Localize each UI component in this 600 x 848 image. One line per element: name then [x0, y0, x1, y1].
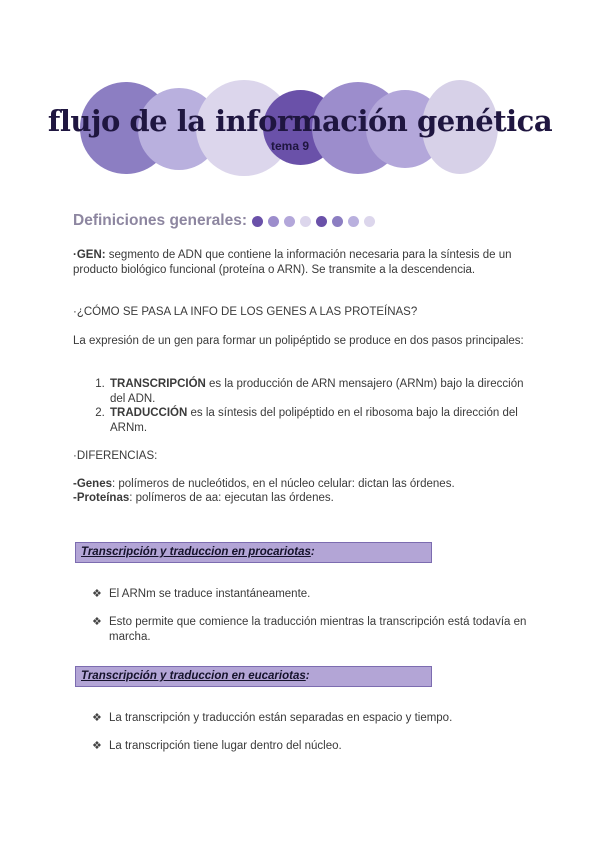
step-term: TRADUCCIÓN — [110, 407, 188, 419]
decorative-dot-icon — [284, 216, 295, 227]
list-item — [108, 406, 533, 435]
genes-line — [73, 477, 533, 492]
bullet-text: La transcripción tiene lugar dentro del núcleo. — [109, 740, 342, 752]
definitions-heading — [73, 212, 375, 230]
list-item — [92, 615, 532, 644]
decorative-dot-icon — [332, 216, 343, 227]
list-item — [92, 711, 532, 726]
question-heading: ·¿CÓMO SE PASA LA INFO DE LOS GENES A LAS PROTEÍNAS? — [73, 306, 418, 318]
prokaryotes-heading-label: Transcripción y traduccion en procariotas — [81, 546, 311, 558]
page-subtitle: tema 9 — [271, 139, 310, 153]
steps-list — [73, 377, 533, 435]
decorative-dot-icon — [316, 216, 327, 227]
list-item — [92, 739, 532, 754]
differences-heading: ·DIFERENCIAS: — [73, 450, 158, 462]
step-text: es la producción de ARN mensajero (ARNm) bajo la dirección del ADN. — [110, 378, 524, 405]
heading-suffix: : — [310, 546, 315, 558]
genes-label: -Genes — [73, 478, 112, 490]
page-title: flujo de la información genética — [47, 104, 553, 138]
expression-text: La expresión de un gen para formar un polipéptido se produce en dos pasos principales: — [73, 335, 524, 347]
decorative-dot-icon — [268, 216, 279, 227]
proteins-text: : polímeros de aa: ejecutan las órdenes. — [129, 492, 334, 504]
genes-text: : polímeros de nucleótidos, en el núcleo celular: dictan las órdenes. — [112, 478, 455, 490]
diamond-bullet-icon: ❖ — [92, 712, 102, 724]
heading-suffix: : — [305, 670, 310, 682]
proteins-label: -Proteínas — [73, 492, 130, 504]
list-item — [108, 377, 533, 406]
decorative-dot-icon — [300, 216, 311, 227]
prokaryotes-heading — [75, 542, 432, 563]
gen-text: segmento de ADN que contiene la información necesaria para la síntesis de un producto biológico funcional (proteína o ARN). Se transmite a la descendencia. — [73, 249, 512, 276]
diamond-bullet-icon: ❖ — [92, 616, 102, 628]
step-term: TRANSCRIPCIÓN — [110, 378, 206, 390]
gen-definition — [73, 248, 533, 277]
bullet-text: El ARNm se traduce instantáneamente. — [109, 588, 311, 600]
diamond-bullet-icon: ❖ — [92, 588, 102, 600]
decorative-dot-icon — [364, 216, 375, 227]
decorative-dot-icon — [252, 216, 263, 227]
bullet-text: Esto permite que comience la traducción mientras la transcripción está todavía en marcha. — [109, 616, 527, 643]
gen-label: ·GEN: — [73, 249, 106, 261]
decorative-dot-icon — [348, 216, 359, 227]
step-text: es la síntesis del polipéptido en el ribosoma bajo la dirección del ARNm. — [110, 407, 518, 434]
diamond-bullet-icon: ❖ — [92, 740, 102, 752]
list-item — [92, 587, 532, 602]
bullet-text: La transcripción y traducción están separadas en espacio y tiempo. — [109, 712, 453, 724]
proteins-line — [73, 491, 533, 506]
eukaryotes-heading — [75, 666, 432, 687]
eukaryotes-heading-label: Transcripción y traduccion en eucariotas — [81, 670, 306, 682]
definitions-heading-label: Definiciones generales: — [73, 212, 248, 229]
